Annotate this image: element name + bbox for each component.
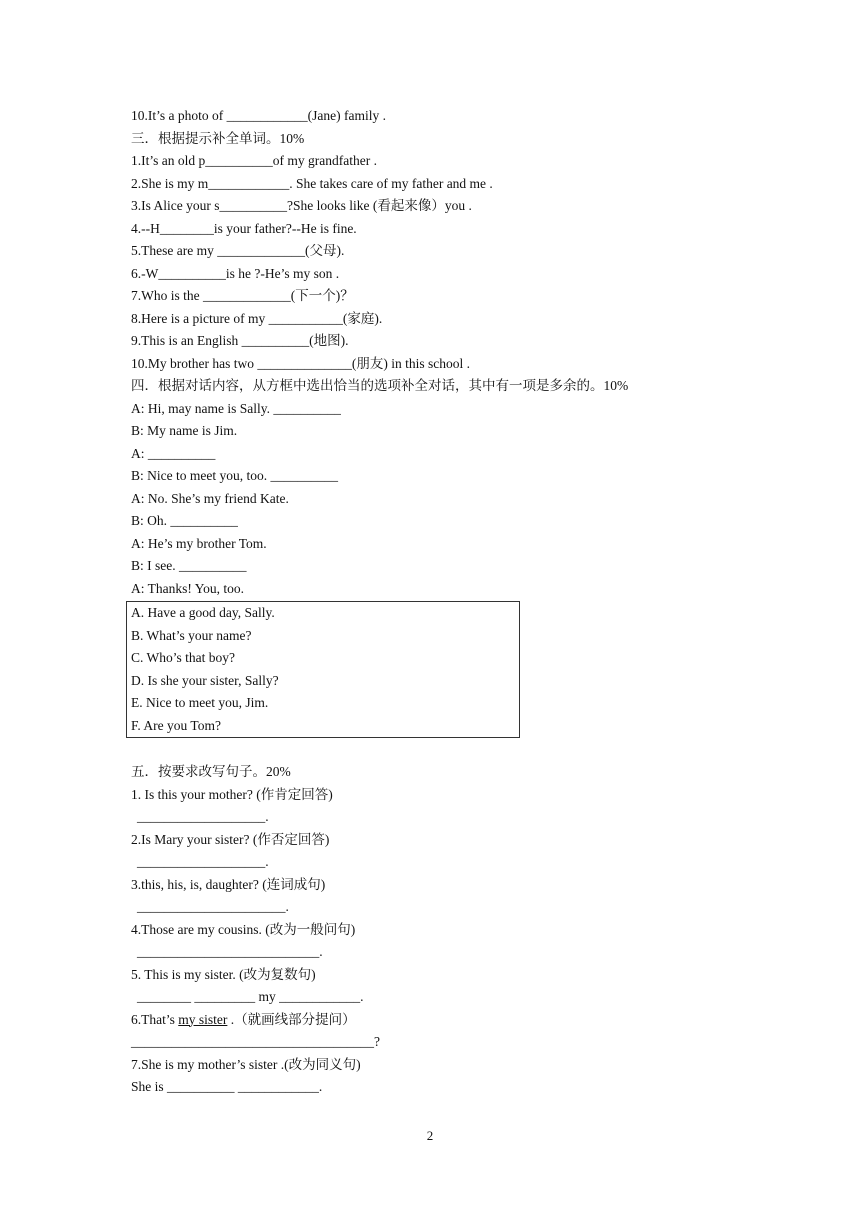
question-s3-7: 7.Who is the _____________(下一个)？ <box>131 288 354 303</box>
question-s5-6 <box>131 1009 731 1032</box>
dialogue-line: B: I see. __________ <box>131 558 247 573</box>
dialogue-line: B: Oh. __________ <box>131 513 238 528</box>
question-s3-3: 3.Is Alice your s__________?She looks like (看起来像）you . <box>131 198 472 213</box>
dialogue-line: B: Nice to meet you, too. __________ <box>131 468 338 483</box>
section-5-heading: 五．按要求改写句子。20% <box>131 764 291 779</box>
answer-blank-s5-3: ______________________. <box>137 899 289 914</box>
page-number: 2 <box>426 1128 434 1143</box>
dialogue-line: B: My name is Jim. <box>131 423 238 438</box>
option-f: F. Are you Tom? <box>131 717 221 733</box>
answer-blank-s5-4: ___________________________. <box>137 944 323 959</box>
question-s3-4: 4.--H________is your father?--He is fine. <box>131 220 357 236</box>
worksheet-content <box>131 105 731 1099</box>
question-s3-10: 10.My brother has two ______________(朋友) in this school . <box>131 355 470 371</box>
question-s5-4: 4.Those are my cousins. (改为一般问句) <box>131 921 356 937</box>
question-s3-5: 5.These are my _____________(父母). <box>131 243 345 258</box>
answer-blank-s5-5: ________ _________ my ____________. <box>137 989 364 1004</box>
section-3-heading: 三．根据提示补全单词。10% <box>131 130 305 146</box>
option-c: C. Who’s that boy? <box>131 650 235 665</box>
option-a: A. Have a good day, Sally. <box>131 605 275 620</box>
answer-blank-s5-1: ___________________. <box>137 809 269 824</box>
question-s3-6: 6.-W__________is he ?-He’s my son . <box>131 265 340 281</box>
question-s3-1: 1.It’s an old p__________of my grandfather . <box>131 153 377 168</box>
question-s5-3: 3.this, his, is, daughter? (连词成句) <box>131 876 326 892</box>
options-box <box>126 601 520 738</box>
question-s5-7: 7.She is my mother’s sister .(改为同义句) <box>131 1056 361 1072</box>
question-s3-2: 2.She is my m____________. She takes care of my father and me . <box>131 175 493 191</box>
underlined-phrase: my sister <box>178 1011 228 1027</box>
answer-blank-s5-6: ____________________________________? <box>131 1034 380 1049</box>
dialogue-line: A: No. She’s my friend Kate. <box>131 490 289 506</box>
question-s5-6-prefix: 6.That’s <box>131 1011 179 1027</box>
dialogue-line: A: Thanks! You, too. <box>131 580 245 596</box>
question-s2-10: 10.It’s a photo of ____________(Jane) family . <box>131 108 386 123</box>
dialogue-line: A: Hi, may name is Sally. __________ <box>131 400 341 416</box>
answer-blank-s5-2: ___________________. <box>137 854 269 869</box>
question-s5-1: 1. Is this your mother? (作肯定回答) <box>131 786 333 802</box>
spacer <box>131 739 731 761</box>
question-s5-5: 5. This is my sister. (改为复数句) <box>131 966 316 982</box>
option-b: B. What’s your name? <box>131 627 252 643</box>
option-e: E. Nice to meet you, Jim. <box>131 695 269 710</box>
answer-blank-s5-7: She is __________ ____________. <box>131 1079 323 1094</box>
question-s3-9: 9.This is an English __________(地图). <box>131 333 349 348</box>
dialogue-line: A: He’s my brother Tom. <box>131 535 267 551</box>
section-4-heading: 四．根据对话内容，从方框中选出恰当的选项补全对话，其中有一项是多余的。10% <box>131 378 629 393</box>
question-s5-6-suffix: .（就画线部分提问） <box>227 1011 356 1027</box>
question-s5-2: 2.Is Mary your sister? (作否定回答) <box>131 831 330 847</box>
question-s3-8: 8.Here is a picture of my ___________(家庭). <box>131 310 383 326</box>
dialogue-line: A: __________ <box>131 445 216 461</box>
option-d: D. Is she your sister, Sally? <box>131 672 279 688</box>
